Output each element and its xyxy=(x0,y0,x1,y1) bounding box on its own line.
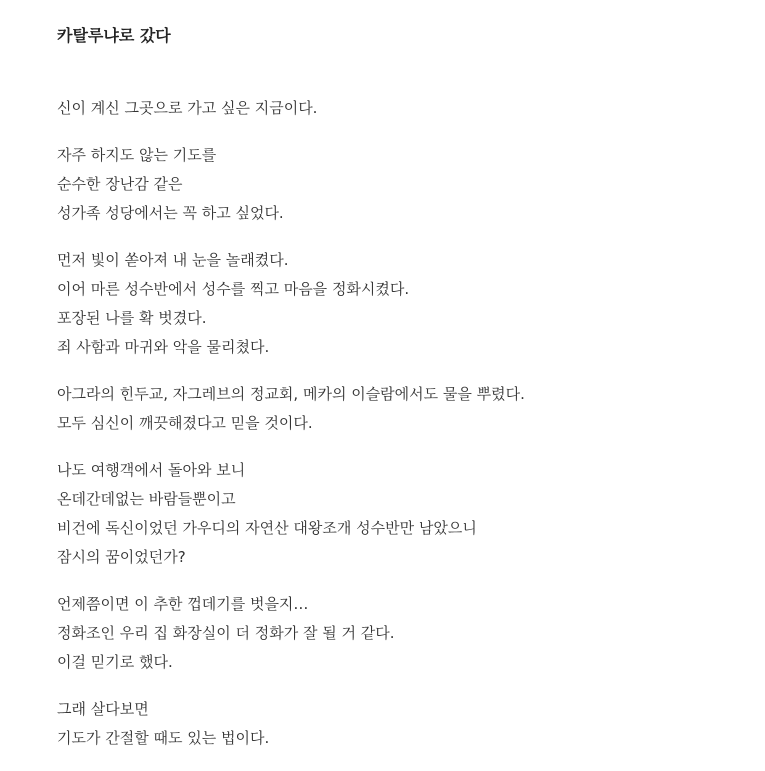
poem-line: 모두 심신이 깨끗해졌다고 믿을 것이다. xyxy=(57,414,313,432)
poem-line: 신이 계신 그곳으로 가고 싶은 지금이다. xyxy=(57,99,318,117)
stanza-1 xyxy=(57,94,747,123)
stanza-6 xyxy=(57,590,747,677)
post-title: 카탈루냐로 갔다 xyxy=(57,26,171,45)
poem-line: 포장된 나를 확 벗겼다. xyxy=(57,309,207,327)
poem-line: 언제쯤이면 이 추한 껍데기를 벗을지… xyxy=(57,595,309,613)
poem-line: 그래 살다보면 xyxy=(57,700,149,718)
poem-line: 아그라의 힌두교, 자그레브의 정교회, 메카의 이슬람에서도 물을 뿌렸다. xyxy=(57,385,525,403)
poem-body xyxy=(57,94,747,771)
poem-line: 자주 하지도 않는 기도를 xyxy=(57,146,217,164)
poem-line: 잠시의 꿈이었던가? xyxy=(57,548,186,566)
stanza-5 xyxy=(57,456,747,572)
poem-line: 온데간데없는 바람들뿐이고 xyxy=(57,490,236,508)
poem-line: 나도 여행객에서 돌아와 보니 xyxy=(57,461,246,479)
poem-line: 정화조인 우리 집 화장실이 더 정화가 잘 될 거 같다. xyxy=(57,624,395,642)
poem-line: 이걸 믿기로 했다. xyxy=(57,653,173,671)
poem-line: 기도가 간절할 때도 있는 법이다. xyxy=(57,729,270,747)
poem-line: 먼저 빛이 쏟아져 내 눈을 놀래켰다. xyxy=(57,251,289,269)
stanza-3 xyxy=(57,246,747,362)
poem-line: 비건에 독신이었던 가우디의 자연산 대왕조개 성수반만 남았으니 xyxy=(57,519,477,537)
poem-line: 성가족 성당에서는 꼭 하고 싶었다. xyxy=(57,204,284,222)
poem-line: 순수한 장난감 같은 xyxy=(57,175,183,193)
stanza-4 xyxy=(57,380,747,438)
poem-line: 이어 마른 성수반에서 성수를 찍고 마음을 정화시켰다. xyxy=(57,280,410,298)
stanza-7 xyxy=(57,695,747,753)
poem-line: 죄 사함과 마귀와 악을 물리쳤다. xyxy=(57,338,270,356)
stanza-2 xyxy=(57,141,747,228)
